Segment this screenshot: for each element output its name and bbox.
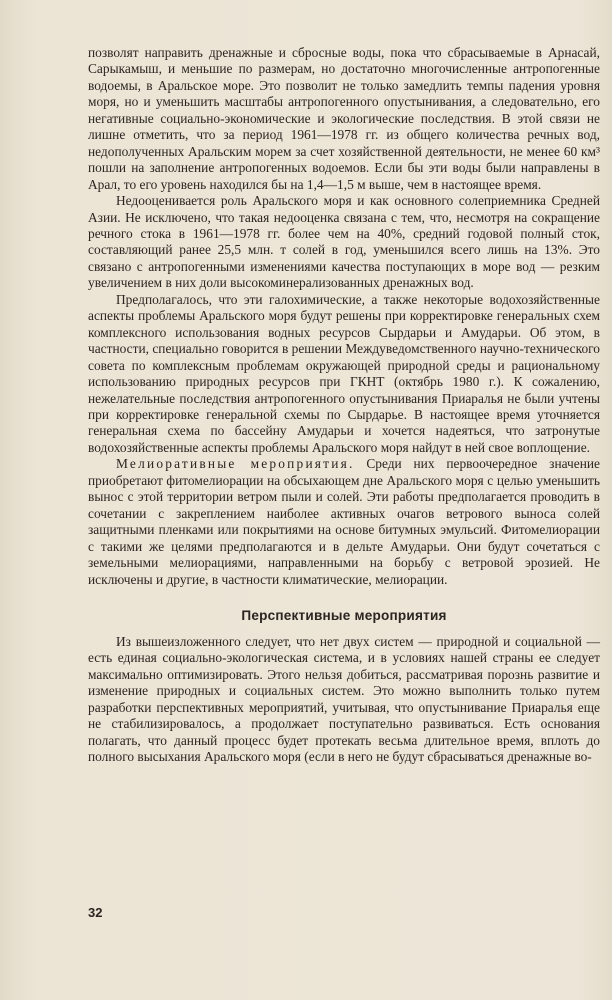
page-body bbox=[88, 45, 600, 766]
paragraph-perspective: Из вышеизложенного следует, что нет двух систем — природной и социальной — есть единая социально-экологическая система, и в условиях нашей страны ее следует максимально оптимизировать. Этого нельзя добиться, рассматривая порознь развитие и изменение природных и социальных систем. Это можно выполнить только путем разработки перспективных мероприятий, учитывая, что опустынивание Приаралья еще не стабилизировалось, а продолжает поступательно развиваться. Есть основания полагать, что данный процесс будет протекать весьма длительное время, вплоть до полного высыхания Аральского моря (если в него не будут сбрасываться дренажные во- bbox=[88, 633, 600, 765]
page-number: 32 bbox=[88, 905, 103, 920]
section-title: Перспективные мероприятия bbox=[241, 607, 447, 623]
paragraph-drainage-waters: позволят направить дренажные и сбросные воды, пока что сбрасываемые в Арнасай, Сарыкамыш, и меньшие по размерам, но достаточно многочисленные антропогенные водоемы, в Аральское море. Это позволит не только замедлить темпы падения уровня моря, но и уменьшить масштабы антропогенного опустынивания, а следовательно, его негативные социально-экономические и экологические последствия. В этой связи не лишне отметить, что за период 1961—1978 гг. из общего количества речных вод, недополученных Аральским морем за счет хозяйственной деятельности, не менее 60 км³ пошли на заполнение антропогенных водоемов. Если бы эти воды были направлены в Арал, то его уровень находился бы на 1,4—1,5 м выше, чем в настоящее время. bbox=[88, 45, 600, 192]
melioration-text: Среди них первоочередное значение приобретают фитомелиорации на обсыхающем дне Аральского моря с целью уменьшить вынос с этой территории ветром пыли и солей. Эти работы предполагается проводить в сочетании с закреплением наиболее активных очагов ветрового выноса солей защитными пленками или покрытиями на основе битумных эмульсий. Фитомелиорации с такими же целями предполагаются и в дельте Амударьи. Они будут сочетаться с земельными мелиорациями, направленными на борьбу с ветровой эрозией. Не исключены и другие, в частности климатические, мелиорации. bbox=[88, 456, 600, 587]
paragraph-melioration bbox=[88, 456, 600, 588]
paragraph-general-schemes: Предполагалось, что эти галохимические, а также некоторые водохозяйственные аспекты проблемы Аральского моря будут решены при корректировке генеральных схем комплексного использования водных ресурсов Сырдарьи и Амударьи. Об этом, в частности, специально говорится в решении Междуведомственного научно-технического совета по комплексным проблемам окружающей природной среды и рациональному использованию природных ресурсов при ГКНТ (октябрь 1980 г.). К сожалению, нежелательные последствия антропогенного опустынивания Приаралья не были учтены при корректировке генеральной схемы по Сырдарье. В настоящее время уточняется генеральная схема по бассейну Амударьи и хочется надеяться, что затронутые водохозяйственные аспекты проблемы Аральского моря найдут в ней свое воплощение. bbox=[88, 291, 600, 455]
paragraph-salt-receiver: Недооценивается роль Аральского моря и как основного солеприемника Средней Азии. Не исключено, что такая недооценка связана с тем, что, несмотря на сокращение речного стока в 1961—1978 гг. более чем на 40%, средний годовой полный сток, составляющий ранее 25,5 млн. т солей в год, уменьшился всего лишь на 13%. Это связано с антропогенными изменениями качества поступающих в море вод — резким увеличением в них доли высокоминерализованных дренажных вод. bbox=[88, 193, 600, 291]
melioration-heading: Мелиоративные мероприятия. bbox=[116, 456, 355, 472]
